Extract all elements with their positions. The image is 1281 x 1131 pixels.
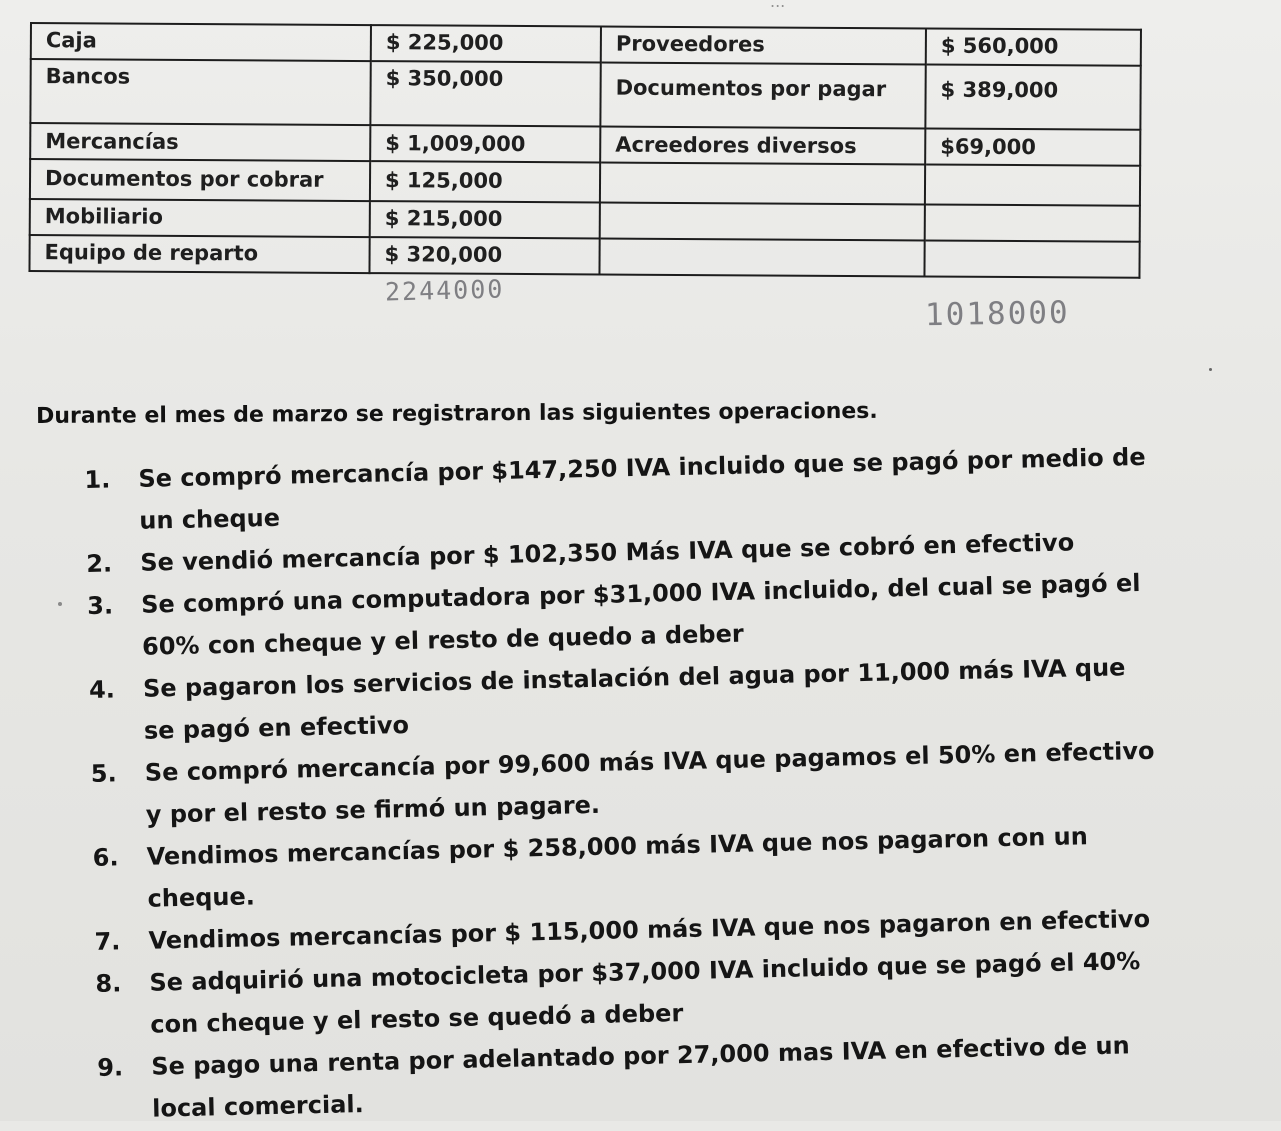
- item-number: 4.: [88, 675, 116, 704]
- initial-balance-table: [28, 22, 1142, 279]
- item-text: Vendimos mercancías por $ 115,000 más IVA que nos pagaron en efectivo: [148, 904, 1151, 955]
- table-row: [29, 235, 1139, 278]
- handwritten-right-total: 1018000: [924, 294, 1070, 334]
- item-number: 5.: [90, 759, 117, 788]
- item-text: Se compró mercancía por 99,600 más IVA que pagamos el 50% en efectivo y por el resto se firmó un pagare.: [144, 736, 1155, 829]
- item-number: 7.: [94, 927, 121, 956]
- liability-name: Proveedores: [601, 26, 926, 64]
- item-text: Se pago una renta por adelantado por 27,000 mas IVA en efectivo de un local comercial.: [150, 1031, 1130, 1123]
- empty-cell: [600, 163, 925, 204]
- cropped-header-text: ...: [770, 0, 786, 11]
- table-row: [30, 159, 1140, 205]
- paper-mark: [58, 602, 62, 606]
- account-name: Caja: [31, 23, 371, 61]
- item-number: 2.: [85, 549, 113, 578]
- table-row: [30, 59, 1140, 130]
- account-value: $ 215,000: [370, 201, 600, 239]
- liability-value: $ 389,000: [925, 65, 1140, 130]
- account-name: Equipo de reparto: [29, 235, 369, 273]
- item-text: Se compró mercancía por $147,250 IVA incluido que se pagó por medio de un cheque: [138, 442, 1146, 535]
- account-value: $ 225,000: [371, 25, 601, 63]
- paper-speck: [1209, 368, 1212, 371]
- item-number: 3.: [86, 591, 114, 620]
- empty-cell: [924, 240, 1139, 278]
- item-number: 1.: [84, 465, 111, 494]
- item-text: Se pagaron los servicios de instalación del agua por 11,000 más IVA que se pagó en efectivo: [142, 653, 1126, 745]
- liability-name: Documentos por pagar: [600, 63, 925, 129]
- account-name: Bancos: [30, 59, 370, 125]
- account-name: Documentos por cobrar: [30, 159, 370, 200]
- item-number: 9.: [96, 1053, 124, 1082]
- account-name: Mercancías: [30, 123, 370, 161]
- operations-title: Durante el mes de marzo se registraron las siguientes operaciones.: [36, 398, 878, 429]
- empty-cell: [599, 238, 924, 276]
- liability-value: $ 560,000: [926, 28, 1141, 65]
- item-text: Se vendió mercancía por $ 102,350 Más IVA que se cobró en efectivo: [139, 528, 1075, 577]
- liability-value: $69,000: [925, 129, 1140, 166]
- account-value: $ 350,000: [370, 61, 600, 126]
- empty-cell: [600, 202, 925, 240]
- account-value: $ 320,000: [369, 237, 599, 275]
- account-name: Mobiliario: [30, 199, 370, 237]
- item-text: Vendimos mercancías por $ 258,000 más IVA que nos pagaron con un cheque.: [146, 822, 1089, 913]
- account-value: $ 125,000: [370, 161, 600, 202]
- empty-cell: [925, 165, 1140, 206]
- item-text: Se adquirió una motocicleta por $37,000 IVA incluido que se pagó el 40% con cheque y el resto se quedó a deber: [149, 947, 1141, 1039]
- operations-list: [84, 436, 1168, 1131]
- handwritten-left-total: 2244000: [384, 274, 505, 307]
- account-value: $ 1,009,000: [370, 125, 600, 163]
- item-text: Se compró una computadora por $31,000 IVA incluido, del cual se pagó el 60% con cheque y el resto de quedo a deber: [140, 568, 1141, 661]
- liability-name: Acreedores diversos: [600, 127, 925, 165]
- item-number: 6.: [92, 843, 119, 872]
- empty-cell: [925, 204, 1140, 241]
- item-number: 8.: [95, 969, 122, 998]
